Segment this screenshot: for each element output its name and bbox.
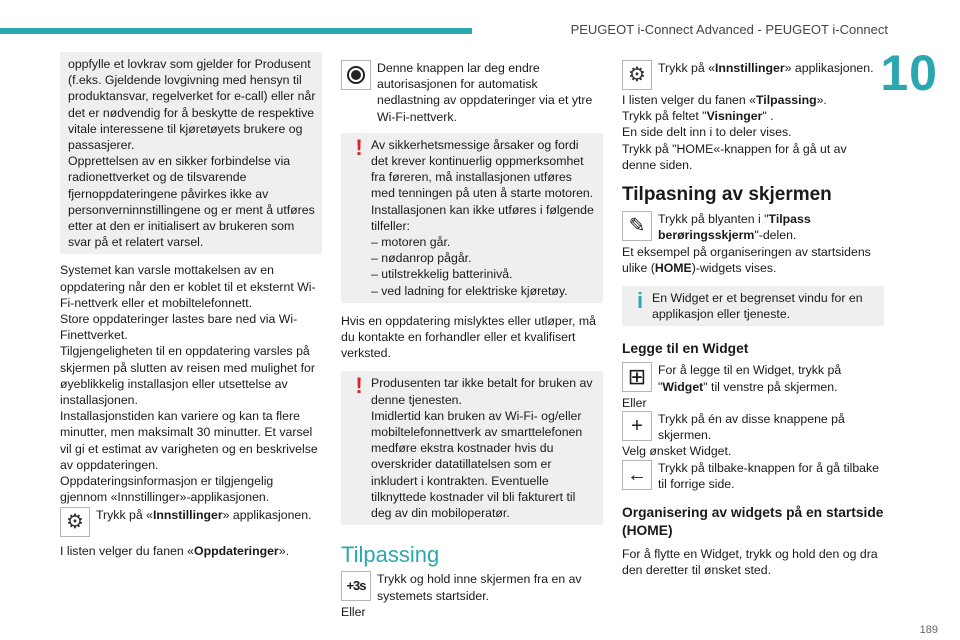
warning-box-safety (341, 133, 603, 303)
tilpassing-tab-text: I listen velger du fanen «Tilpassing». (622, 93, 827, 107)
warning-icon: ! (355, 134, 363, 160)
column-2 (341, 60, 603, 620)
heading-tilpasning-skjermen: Tilpasning av skjermen (622, 184, 832, 206)
failed-update-paragraph: Hvis en oppdatering mislyktes eller utløper, må du kontakte en forhandler eller et kvalifisert verksted. (341, 313, 596, 361)
note-text: oppfylle et lovkrav som gjelder for Produsent (f.eks. Gjeldende lovgivning med hensyn til produktansvar, regelverket for e-call) eller når det er nødvendig for å beskytte de respektive vitale interessene til kjøretøyets brukere og passasjerer. Opprettelsen av en sikker forbindelse via radionettverket og de tilsvarende fjernoppdateringene påvirkes ikke av personverninnstillingene og er ment å utføres etter at den er initialisert av brukeren som svar på et relatert varsel. (68, 57, 316, 250)
heading-organise-widgets: Organisering av widgets på en startside (HOME) (622, 505, 884, 539)
back-instruction-text: Trykk på tilbake-knappen for å gå tilbake til forrige side. (658, 460, 880, 491)
plus-instruction-text: Trykk på én av disse knappene på skjermen. (658, 412, 845, 443)
chapter-number: 10 (880, 45, 938, 101)
settings-instruction-2: ⚙ Trykk på «Innstillinger» applikasjonen. (622, 60, 884, 90)
add-widget-instruction: ⊞ For å legge til en Widget, trykk på "Widget" til venstre på skjermen. (622, 362, 884, 394)
hold-instruction-text: Trykk og hold inne skjermen fra en av systemets startsider. (377, 572, 582, 603)
page-number: 189 (919, 624, 938, 636)
back-arrow-icon (622, 460, 652, 490)
auto-download-text: Denne knappen lar deg endre autorisasjonen for automatisk nedlastning av oppdateringer via et ytre Wi-Fi-nettverk. (377, 61, 593, 124)
plus-instruction (622, 411, 884, 443)
visninger-text: Trykk på feltet "Visninger" . (622, 109, 774, 124)
plus-icon (622, 411, 652, 441)
column-3 (622, 60, 884, 578)
heading-add-widget: Legge til en Widget (622, 341, 749, 357)
column-1 (60, 52, 322, 560)
auto-download-instruction (341, 60, 603, 125)
split-page-text: En side delt inn i to deler vises. (622, 125, 792, 140)
back-instruction (622, 460, 884, 492)
section-heading-tilpassing: Tilpassing (341, 542, 440, 568)
pencil-instruction: ✎ Trykk på blyanten i "Tilpass berøringsskjerm"-delen. (622, 211, 884, 243)
press-hold-3s-icon: +3s (341, 571, 371, 601)
updates-paragraph: Systemet kan varsle mottakelsen av en oppdatering når den er koblet til et eksternt Wi-Fi-nettverk eller et mobiltelefonnett. Store oppdateringer lastes bare ned via Wi-Finettverket. Tilgjengeligheten til en oppdatering varsles på skjermen på slutten av reisen med mulighet for øyeblikkelig installasjon eller utsettelse av installasjonen. Installasjonstiden kan variere og kan ta flere minutter, men maksimalt 30 minutter. Et varsel vil gi et estimat av varigheten og en beskrivelse av oppdateringen. Oppdateringsinformasjon er tilgjengelig gjennom «Innstillinger»-applikasjonen. (60, 263, 318, 505)
radio-button-icon (341, 60, 371, 90)
header-title: PEUGEOT i-Connect Advanced - PEUGEOT i-Connect (570, 22, 888, 37)
updates-tab-text: I listen velger du fanen «Oppdateringer». (60, 544, 289, 559)
settings-instruction (60, 507, 322, 537)
warning-icon: ! (355, 373, 363, 399)
pencil-icon (622, 211, 652, 241)
move-widget-text: For å flytte en Widget, trykk og hold den og dra den deretter til ønsket sted. (622, 547, 878, 578)
gear-icon (622, 60, 652, 90)
warning-cost-text: Produsenten tar ikke betalt for bruken av denne tjenesten. Imidlertid kan bruken av Wi-Fi- og/eller mobiltelefonnettverk av smarttelefonen medføre ekstra kostnader hvis du overskrider datatillatelsen som er inkludert i kontrakten. Eventuelle tilknyttede kostnader vil bli fakturert til deg av din mobiloperatør. (371, 376, 593, 521)
warning-box-cost (341, 371, 603, 525)
gear-icon (60, 507, 90, 537)
warning-safety-text: Av sikkerhetsmessige årsaker og fordi det krever kontinuerlig oppmerksomhet fra føreren, må installasjonen utføres med tenningen på uten å starte motoren. Installasjonen kan ikke utføres i følgende tilfeller: – motoren går. – nødanrop pågår. – utilstrekkelig batterinivå. – ved ladning for elektriske kjøretøy. (371, 137, 594, 298)
eller-text: Eller (341, 604, 366, 619)
info-icon: i (636, 288, 644, 314)
note-box (60, 52, 322, 254)
widget-grid-icon (622, 362, 652, 392)
widget-example-text: Et eksempel på organiseringen av startsidens ulike (HOME)-widgets vises. (622, 244, 871, 275)
eller-text: Eller (622, 395, 647, 410)
select-widget-text: Velg ønsket Widget. (622, 444, 732, 459)
home-exit-text: Trykk på "HOME«-knappen for å gå ut av denne siden. (622, 141, 847, 172)
header-accent-bar (0, 28, 472, 34)
info-text: En Widget er et begrenset vindu for en applikasjon eller tjeneste. (652, 291, 863, 322)
info-box (622, 286, 884, 326)
settings-instruction-text: Trykk på «Innstillinger» applikasjonen. (96, 508, 312, 523)
hold-instruction (341, 571, 603, 603)
